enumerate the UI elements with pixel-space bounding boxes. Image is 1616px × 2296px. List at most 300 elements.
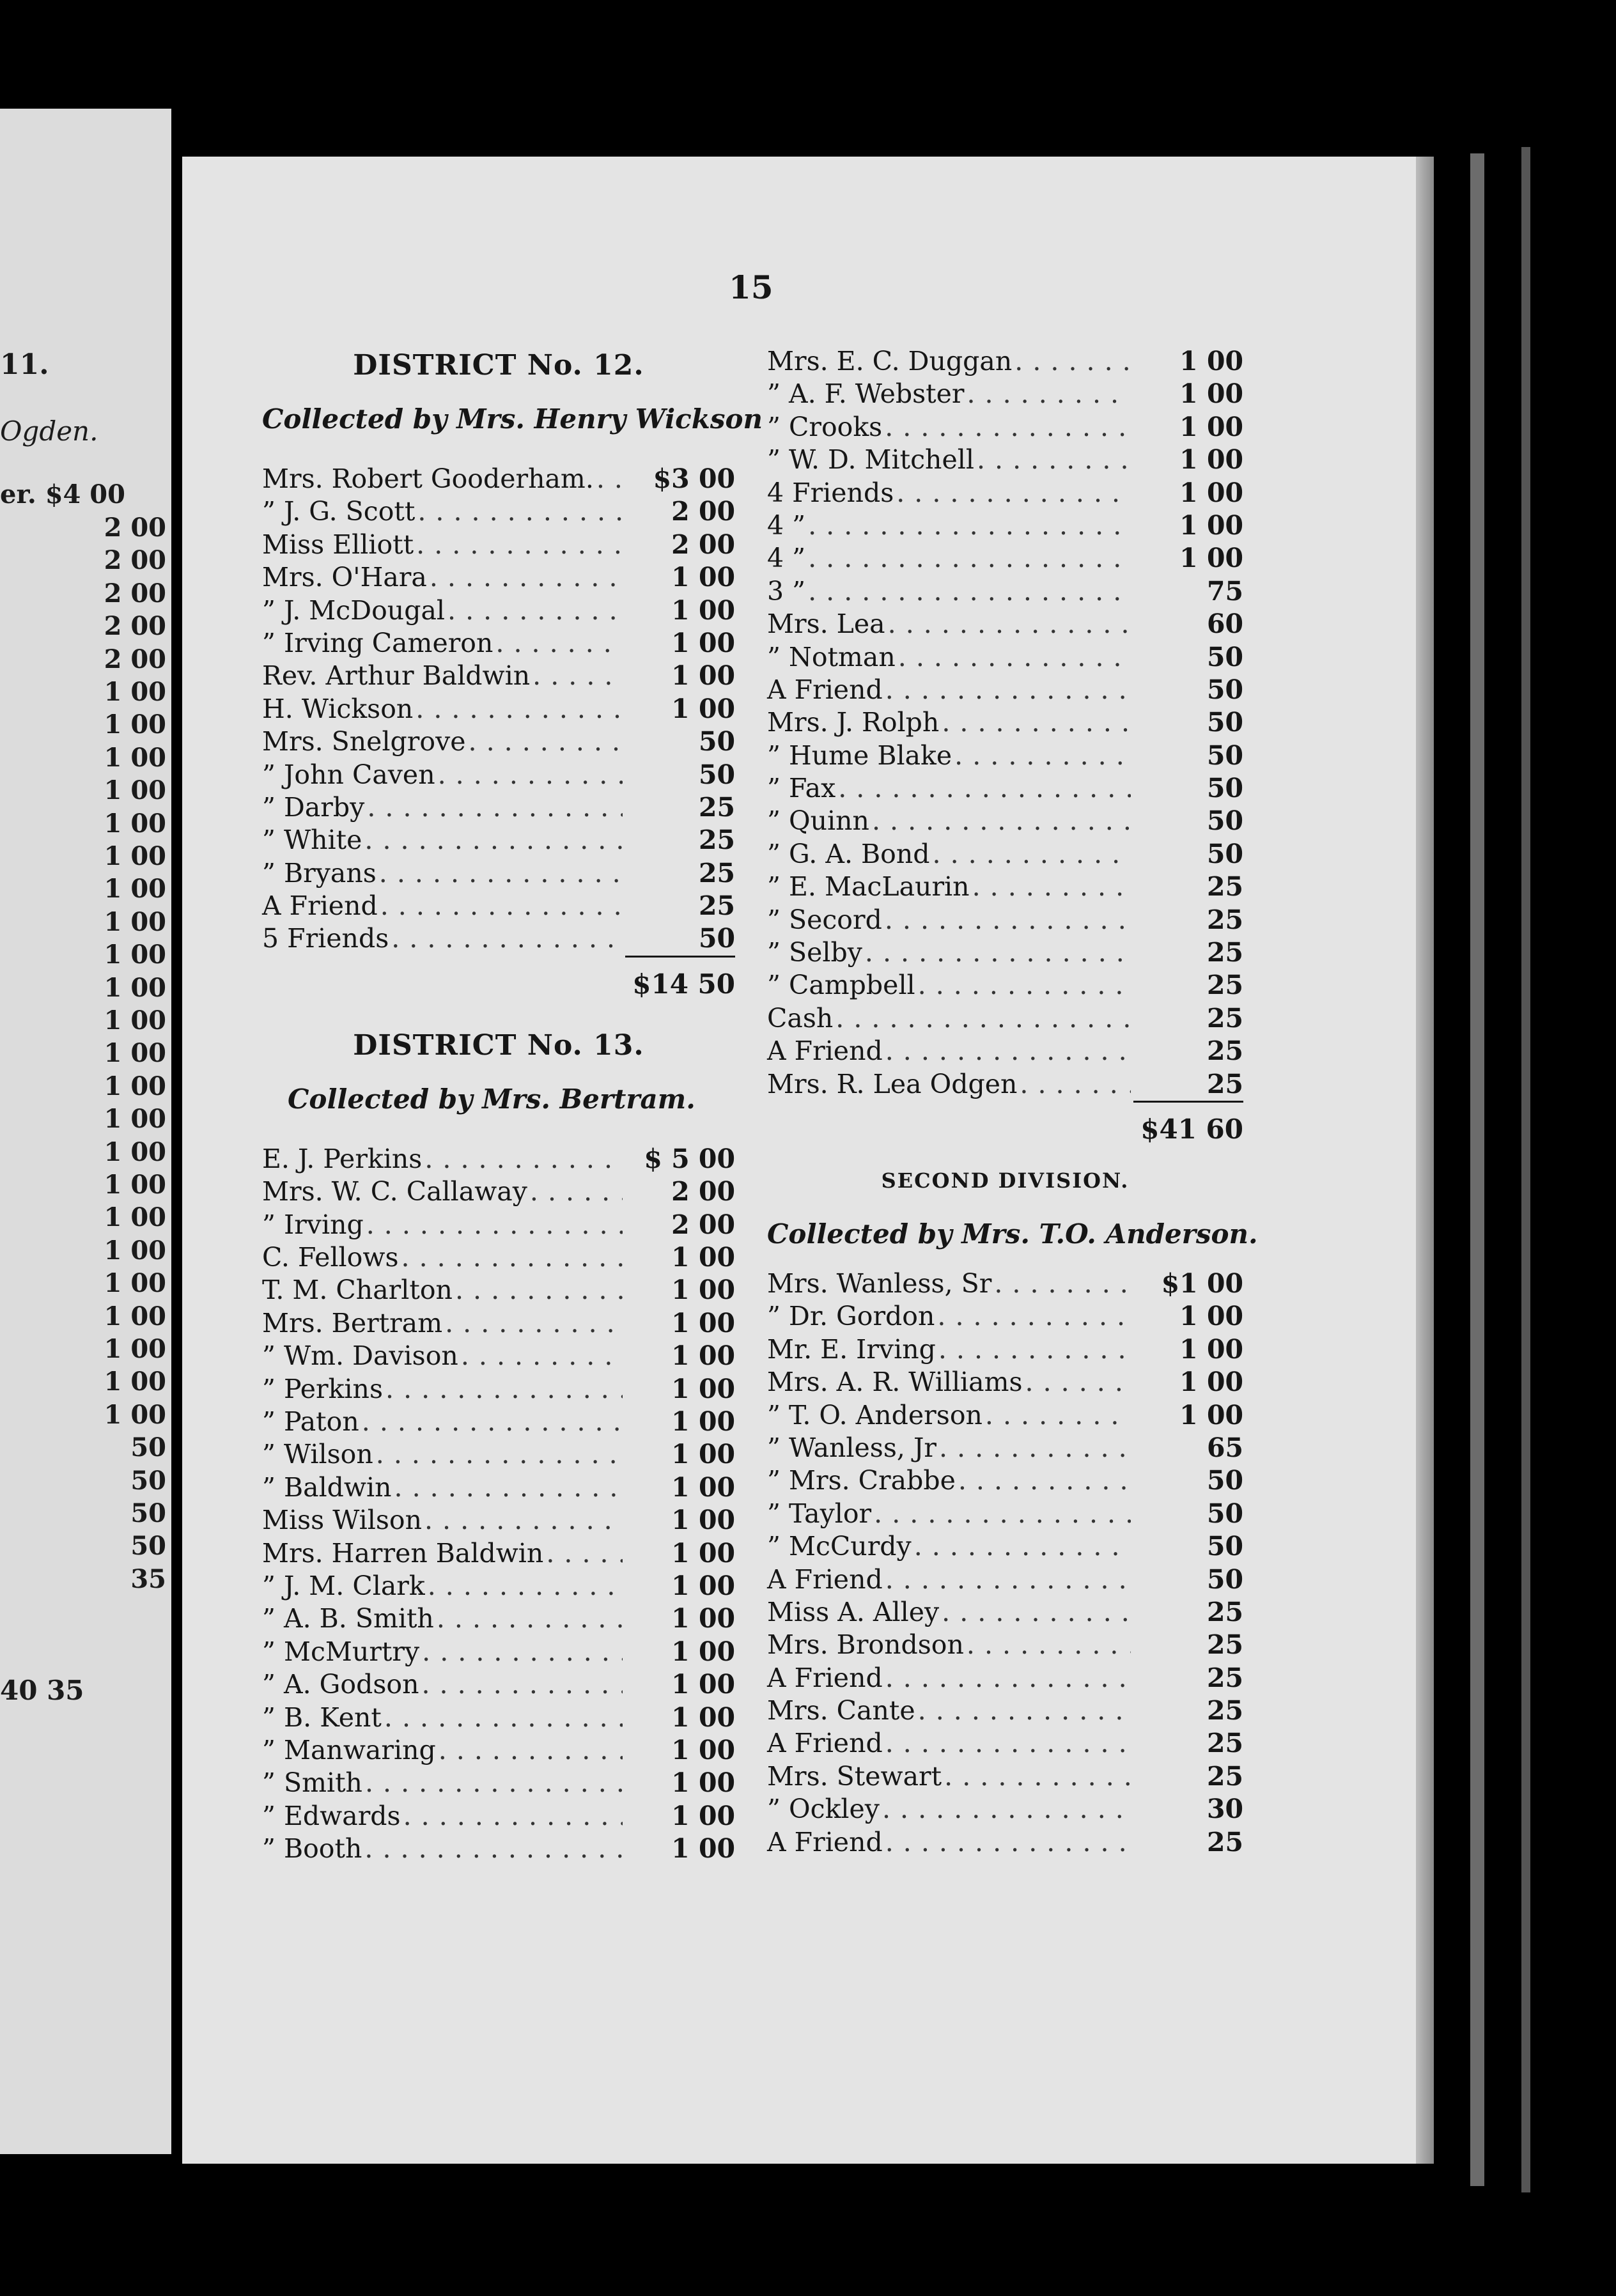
leader-dots [364,1833,623,1865]
donor-name: 5 Friends [262,923,389,954]
donation-amount: 1 00 [671,594,735,626]
donor-row [767,1268,1243,1300]
donor-row [767,1432,1243,1464]
leader-dots [385,1373,623,1406]
donor-row [262,1143,735,1175]
donor-name: Mrs. A. R. Williams [767,1367,1023,1398]
donor-name: ” Booth [262,1833,362,1865]
donor-name: ” A. B. Smith [262,1603,434,1634]
donor-name: ” B. Kent [262,1702,382,1733]
donation-amount: 1 00 [1179,1367,1243,1398]
leader-dots [391,922,623,955]
donor-name: ” Irving Cameron [262,627,493,658]
donor-row [767,936,1243,969]
district-13-list [262,1143,735,1866]
leader-dots [1020,1068,1131,1101]
donor-name: A Friend [767,1563,883,1595]
donation-amount: 65 [1206,1432,1243,1463]
donor-name: ” Wm. Davison [262,1340,458,1372]
leader-dots [447,594,623,627]
donor-row [262,1602,735,1635]
donor-name: Mrs. Stewart [767,1760,942,1792]
donation-amount: 1 00 [1179,1301,1243,1332]
donor-name: ” Selby [767,937,862,968]
leader-dots [885,1826,1131,1859]
donor-row [262,1504,735,1537]
donor-row [262,1373,735,1406]
donor-name: ” Fax [767,773,836,804]
previous-page-amount: 1 00 [104,677,166,707]
district-12-list [262,463,735,956]
leader-dots [808,509,1131,542]
donor-name: Cash [767,1002,834,1034]
leader-dots [918,969,1131,1002]
donor-row [262,890,735,922]
previous-page-fragment [0,109,171,2154]
leader-dots [896,477,1131,509]
donation-amount: 50 [1206,1563,1243,1595]
donor-row [767,345,1243,378]
donor-row [262,529,735,561]
donation-amount: 1 00 [671,627,735,658]
donor-row [262,1537,735,1570]
donor-name: Mrs. Lea [767,609,885,640]
donor-name: Mrs. W. C. Callaway [262,1176,527,1207]
donor-row [262,495,735,528]
donor-row [767,1727,1243,1760]
donation-amount: 25 [1206,937,1243,968]
donation-amount: 25 [1206,1662,1243,1693]
donation-amount: 1 00 [1179,378,1243,410]
leader-dots [439,1734,623,1767]
donor-row [262,561,735,594]
donor-name: ” White [262,825,362,856]
donor-row [262,1800,735,1833]
donor-row [262,1570,735,1602]
donation-amount: 1 00 [671,660,735,692]
donor-name: ” Paton [262,1406,359,1437]
donation-amount: 1 00 [1179,444,1243,476]
previous-page-amount: 1 00 [104,1235,166,1266]
district-12-heading: DISTRICT No. 12. [353,349,644,382]
donation-amount: 1 00 [671,1537,735,1569]
donor-name: A Friend [262,890,378,922]
donation-amount: 1 00 [1179,411,1243,442]
donation-amount: 30 [1206,1794,1243,1825]
leader-dots [461,1340,623,1372]
donation-amount: 25 [698,857,735,888]
donor-name: Mrs. Snelgrove [262,726,466,757]
previous-page-amount: 1 00 [104,1202,166,1233]
leader-dots [885,1563,1131,1596]
leader-dots [422,1636,623,1668]
donor-name: ” Manwaring [262,1734,436,1765]
leader-dots [365,1767,623,1799]
page-edge [1470,153,1484,2186]
donor-name: 4 ” [767,509,806,541]
donation-amount: 25 [1206,871,1243,903]
donor-name: ” W. D. Mitchell [767,444,974,476]
donor-name: 3 ” [767,575,806,607]
donor-row [767,1793,1243,1826]
donor-row [767,444,1243,476]
donation-amount: 1 00 [1179,543,1243,574]
leader-dots [874,1498,1131,1530]
donation-amount: 1 00 [671,1603,735,1634]
leader-dots [944,1760,1131,1793]
leader-dots [367,791,623,824]
donor-name: Mrs. Cante [767,1695,915,1726]
donor-row [767,706,1243,739]
donor-row [767,969,1243,1002]
donation-amount: $1 00 [1161,1268,1243,1299]
previous-page-header: 11. [0,348,49,381]
donor-row [262,1471,735,1504]
donor-name: ” McMurtry [262,1636,420,1667]
donor-name: Mrs. Wanless, Sr [767,1268,992,1299]
donor-row [767,674,1243,706]
donor-row [262,1833,735,1865]
previous-page-amount: 1 00 [104,1301,166,1331]
donation-amount: 2 00 [671,496,735,527]
donor-row [262,1438,735,1471]
donor-name: ” Wilson [262,1439,373,1470]
page-edge [1521,147,1530,2192]
leader-dots [939,1432,1131,1464]
donor-name: ” Dr. Gordon [767,1301,935,1332]
donation-amount: 50 [698,923,735,954]
leader-dots [445,1307,623,1340]
donor-row [262,1702,735,1734]
donation-amount: 25 [698,791,735,823]
donation-amount: 50 [1206,641,1243,672]
donation-amount: 50 [1206,1465,1243,1496]
leader-dots [865,936,1131,969]
leader-dots [424,1143,623,1175]
donor-name: ” John Caven [262,759,435,790]
donation-amount: 1 00 [671,1734,735,1765]
donor-name: ” Quinn [767,805,869,837]
previous-page-amount: 1 00 [104,841,166,871]
donation-amount: 25 [1206,1728,1243,1759]
previous-page-amount: 1 00 [104,1268,166,1299]
leader-dots [933,838,1131,871]
leader-dots [835,1002,1131,1035]
donor-row [767,1563,1243,1596]
previous-page-amount: 1 00 [104,1104,166,1135]
donation-amount: 1 00 [671,693,735,724]
previous-page-amount: 2 00 [104,578,166,609]
donor-name: ” Edwards [262,1800,401,1831]
donor-name: Mrs. E. C. Duggan [767,346,1013,376]
previous-page-amount: 1 00 [104,1038,166,1069]
donation-amount: 1 00 [1179,346,1243,376]
previous-page-amount: 35 [130,1563,166,1594]
donation-amount: 1 00 [671,1570,735,1601]
donor-row [767,509,1243,542]
donor-name: A Friend [767,674,883,705]
donor-row [767,1300,1243,1333]
donor-name: ” G. A. Bond [767,838,930,869]
donor-name: ” Mrs. Crabbe [767,1465,956,1496]
leader-dots [364,824,623,857]
donor-row [767,542,1243,575]
leader-dots [495,627,623,660]
donor-name: 4 ” [767,543,806,574]
donation-amount: 50 [1206,740,1243,771]
donor-row [262,824,735,857]
donor-row [262,1734,735,1767]
donation-amount: 2 00 [671,529,735,560]
leader-dots [362,1406,623,1438]
leader-dots [918,1695,1131,1727]
district-12-total: $14 50 [632,968,735,1000]
donation-amount: 1 00 [671,1669,735,1700]
donor-row [262,725,735,758]
donor-row [767,772,1243,805]
donation-amount: 1 00 [671,1275,735,1306]
donor-name: Mrs. J. Rolph [767,707,940,738]
leader-dots [958,1464,1131,1497]
leader-dots [808,542,1131,575]
donor-row [767,477,1243,509]
previous-page-amount: 1 00 [104,1367,166,1397]
total-rule [1133,1101,1243,1112]
donor-row [262,693,735,725]
donation-amount: 25 [698,890,735,922]
donor-name: ” A. F. Webster [767,378,965,410]
leader-dots [366,1209,623,1241]
donor-name: ” Darby [262,791,365,823]
previous-page-amount: 50 [130,1465,166,1496]
donation-amount: 25 [1206,1826,1243,1858]
donor-row [262,1767,735,1799]
donation-amount: 25 [698,825,735,856]
leader-dots [994,1268,1131,1300]
leader-dots [384,1702,623,1734]
leader-dots [885,1035,1131,1067]
donor-row [767,1035,1243,1067]
right-column [767,345,1258,1859]
donor-name: ” Bryans [262,857,377,888]
donor-name: A Friend [767,1662,883,1693]
donor-name: ” A. Godson [262,1669,419,1700]
donor-name: Miss Wilson [262,1505,422,1536]
donor-row [262,791,735,824]
donor-name: A Friend [767,1826,883,1858]
donor-row [262,1406,735,1438]
donor-row [767,1629,1243,1661]
leader-dots [1025,1366,1131,1399]
donation-amount: 25 [1206,1002,1243,1034]
leader-dots [416,693,623,725]
leader-dots [417,495,623,528]
donor-row [262,463,735,495]
donation-amount: 50 [1206,674,1243,705]
leader-dots [808,575,1131,608]
donation-amount: 25 [1206,1629,1243,1661]
donor-name: ” Hume Blake [767,740,952,771]
leader-dots [379,857,623,890]
donor-name: A Friend [767,1728,883,1759]
previous-page-amount: 1 00 [104,874,166,904]
donor-row [262,857,735,890]
previous-page-amount: 1 00 [104,775,166,806]
previous-page-amount: 1 00 [104,710,166,740]
donor-row [262,922,735,955]
previous-page-amount: 1 00 [104,1334,166,1364]
leader-dots [437,1602,623,1635]
leader-dots [985,1399,1131,1432]
donor-row [767,740,1243,772]
donor-name: Rev. Arthur Baldwin [262,660,531,692]
page-edge [1416,157,1434,2164]
donation-amount: 1 00 [671,1373,735,1404]
previous-page-amount: 1 00 [104,1170,166,1200]
leader-dots [967,378,1131,410]
donation-amount: 60 [1206,609,1243,640]
leader-dots [530,1175,623,1208]
leader-dots [872,805,1131,837]
leader-dots [428,1570,623,1602]
donor-name: ” Secord [767,904,882,935]
donor-row [767,1333,1243,1366]
donation-amount: 50 [1206,707,1243,738]
donor-name: ” Taylor [767,1498,872,1529]
donation-amount: 1 00 [1179,1333,1243,1365]
leader-dots [885,904,1131,936]
donation-amount: 25 [1206,1695,1243,1726]
leader-dots [394,1471,623,1504]
donation-amount: 25 [1206,970,1243,1001]
donation-amount: 25 [1206,1760,1243,1792]
donation-amount: 50 [698,759,735,790]
donor-name: Miss A. Alley [767,1596,940,1627]
leader-dots [977,444,1131,476]
donation-amount: 1 00 [671,562,735,593]
donor-row [262,1636,735,1668]
leader-dots [938,1333,1131,1366]
donor-row [262,627,735,660]
previous-page-amount: 50 [130,1498,166,1528]
leader-dots [838,772,1131,805]
donor-name: ” Crooks [767,411,883,442]
donation-amount: 25 [1206,1036,1243,1067]
donor-row [767,871,1243,903]
leader-dots [416,529,623,561]
donor-name: ” Perkins [262,1373,384,1404]
leader-dots [455,1274,623,1307]
donation-amount: 1 00 [671,1439,735,1470]
donor-row [767,1826,1243,1859]
donor-row [767,641,1243,674]
leader-dots [380,890,623,922]
leader-dots [898,641,1131,674]
donor-name: 4 Friends [767,477,894,508]
donor-row [767,1464,1243,1497]
district-13-collector: Collected by Mrs. Bertram. [288,1083,695,1115]
leader-dots [954,740,1131,772]
leader-dots [937,1300,1131,1333]
donor-name: ” Smith [262,1767,362,1799]
donor-row [767,575,1243,608]
district-13-heading: DISTRICT No. 13. [353,1028,644,1062]
donor-name: H. Wickson [262,693,414,724]
donor-name: ” J. McDougal [262,594,446,626]
donor-row [262,1209,735,1241]
donor-row [262,1668,735,1701]
donation-amount: 1 00 [671,1702,735,1733]
leader-dots [403,1800,623,1833]
leader-dots [942,1596,1131,1629]
donation-amount: 25 [1206,904,1243,935]
donor-name: ” J. M. Clark [262,1570,425,1601]
donor-row [262,1241,735,1274]
leader-dots [424,1504,623,1537]
donor-row [767,378,1243,410]
leader-dots [596,463,623,495]
leader-dots [882,1793,1131,1826]
donor-row [262,1274,735,1307]
district-12-collector: Collected by Mrs. Henry Wickson [262,403,763,435]
donation-amount: $3 00 [653,463,735,494]
donation-amount: 50 [1206,838,1243,869]
second-division-list [767,1268,1243,1859]
donor-name: C. Fellows [262,1242,399,1273]
donor-name: Mrs. R. Lea Odgen [767,1068,1018,1099]
donation-amount: 1 00 [671,1833,735,1865]
previous-page-total: 40 35 [0,1675,84,1706]
donor-name: Mrs. Robert Gooderham. [262,463,594,494]
previous-page-amount: 1 00 [104,1399,166,1430]
donor-row [767,805,1243,837]
leader-dots [1014,345,1131,378]
previous-page-collector: Ogden. [0,415,98,447]
leader-dots [469,725,623,758]
donor-name: Mrs. Harren Baldwin [262,1537,544,1569]
donation-amount: 1 00 [671,1406,735,1437]
donor-row [767,1399,1243,1432]
previous-page-amount: 2 00 [104,545,166,576]
left-column [262,345,763,1865]
donation-amount: 50 [1206,1531,1243,1562]
total-rule [625,956,735,966]
donor-name: ” Campbell [767,970,915,1001]
donor-name: E. J. Perkins [262,1143,423,1174]
donor-name: ” McCurdy [767,1531,912,1562]
donor-name: Mrs. Brondson [767,1629,964,1661]
donation-amount: $ 5 00 [644,1143,735,1174]
leader-dots [914,1530,1131,1563]
donation-amount: 25 [1206,1596,1243,1627]
leader-dots [546,1537,623,1570]
donor-name: ” E. MacLaurin [767,871,970,903]
previous-page-amount: 1 00 [104,808,166,839]
previous-page-amount: 1 00 [104,1136,166,1167]
donor-row [767,904,1243,936]
page-number: 15 [729,268,773,306]
district-13-total: $41 60 [1140,1113,1243,1145]
donor-row [767,1662,1243,1695]
leader-dots [942,706,1131,739]
previous-page-amount: 50 [130,1531,166,1562]
previous-page-amount: 1 00 [104,940,166,970]
donation-amount: 1 00 [671,1242,735,1273]
donor-name: ” Irving [262,1209,364,1240]
donation-amount: 75 [1206,575,1243,607]
previous-page-amount: 2 00 [104,611,166,642]
leader-dots [967,1629,1131,1661]
